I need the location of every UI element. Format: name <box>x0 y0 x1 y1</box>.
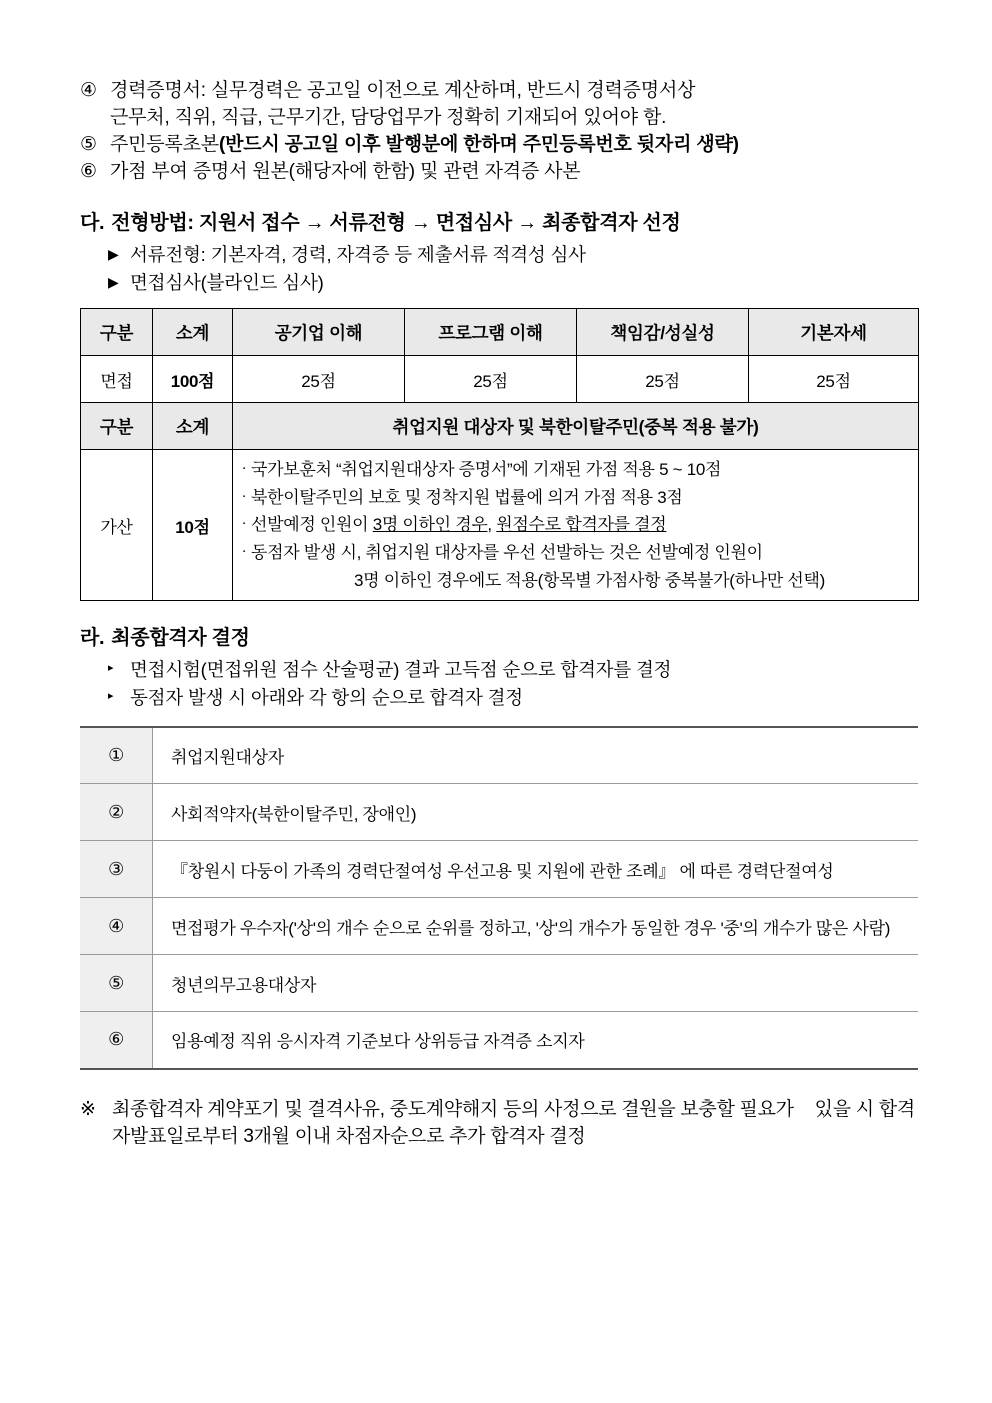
table-row <box>80 727 918 784</box>
required-doc-emphasis: (반드시 공고일 이후 발행분에 한하며 주민등록번호 뒷자리 생략) <box>218 133 739 155</box>
section-ra-bullet-2 <box>108 684 920 712</box>
tiebreak-text: 청년의무고용대상자 <box>153 955 919 1012</box>
bonus-item <box>237 539 914 567</box>
required-doc-item-6 <box>80 159 920 186</box>
document-content <box>80 78 920 1151</box>
tiebreak-text: 면접평가 우수자('상'의 개수 순으로 순위를 정하고, '상'의 개수가 동일한 경우 '중'의 개수가 많은 사람) <box>153 898 919 955</box>
footnote-body <box>112 1096 920 1151</box>
bullet-text: 서류전형: 기본자격, 경력, 자격증 등 제출서류 적격성 심사 <box>130 243 586 265</box>
table-header-cell: 책임감/성실성 <box>577 309 749 356</box>
bullet-text: 면접심사(블라인드 심사) <box>130 271 324 293</box>
table-cell: 25점 <box>577 356 749 403</box>
table-header-cell: 구분 <box>81 309 153 356</box>
table-cell: 가산 <box>81 450 153 601</box>
table-row-bonus <box>81 450 919 601</box>
bonus-item <box>237 511 914 539</box>
required-doc-item-5 <box>80 132 920 159</box>
dot-bullet-icon: · <box>241 459 247 477</box>
footnote <box>80 1096 920 1151</box>
tiebreak-rank: ④ <box>80 898 153 955</box>
section-label: 다. <box>80 211 105 234</box>
section-label: 라. <box>80 627 105 650</box>
table-cell: 100점 <box>153 356 233 403</box>
table-header-row-bonus <box>81 403 919 450</box>
bonus-item <box>237 484 914 512</box>
section-title: 전형방법: 지원서 접수 → 서류전형 → 면접심사 → 최종합격자 선정 <box>111 211 681 234</box>
bonus-detail-cell <box>233 450 919 601</box>
section-heading-da <box>80 206 920 235</box>
required-doc-text: 가점 부여 증명서 원본(해당자에 한함) 및 관련 자격증 사본 <box>110 160 581 182</box>
required-doc-item-4-cont <box>110 105 920 132</box>
table-cell: 25점 <box>405 356 577 403</box>
list-marker: ⑥ <box>80 160 97 182</box>
bonus-item-text: 북한이탈주민의 보호 및 정착지원 법률에 의거 가점 적용 3점 <box>251 487 683 507</box>
required-doc-prefix: 주민등록초본 <box>110 133 219 155</box>
table-cell: 면접 <box>81 356 153 403</box>
required-doc-text: 경력증명서: 실무경력은 공고일 이전으로 계산하며, 반드시 경력증명서상 <box>110 80 696 101</box>
tiebreak-table <box>80 726 918 1070</box>
section-title: 최종합격자 결정 <box>111 627 250 650</box>
triangle-bullet-icon: ▸ <box>108 662 114 675</box>
tiebreak-text: 사회적약자(북한이탈주민, 장애인) <box>153 784 919 841</box>
required-doc-text <box>110 132 920 159</box>
bonus-item-underline-2: 원점수로 합격자를 결정 <box>496 515 667 535</box>
required-doc-text-cont: 근무처, 직위, 직급, 근무기간, 담당업무가 정확히 기재되어 있어야 함. <box>110 106 667 128</box>
tiebreak-text: 취업지원대상자 <box>153 727 919 784</box>
triangle-bullet-icon: ▶ <box>108 245 119 262</box>
bonus-item <box>237 456 914 484</box>
bullet-text: 면접시험(면접위원 점수 산술평균) 결과 고득점 순으로 합격자를 결정 <box>130 659 672 681</box>
list-marker: ⑤ <box>80 133 97 155</box>
table-header-cell: 취업지원 대상자 및 북한이탈주민(중복 적용 불가) <box>233 403 919 450</box>
table-row <box>81 356 919 403</box>
tiebreak-rank: ① <box>80 727 153 784</box>
dot-bullet-icon: · <box>241 541 247 559</box>
bonus-item-text <box>251 511 666 539</box>
tiebreak-rank: ⑥ <box>80 1012 153 1069</box>
table-header-cell: 소계 <box>153 403 233 450</box>
required-doc-item-4 <box>80 78 920 105</box>
table-header-cell: 공기업 이해 <box>233 309 405 356</box>
section-ra-bullet-1 <box>108 656 920 684</box>
table-row <box>80 841 918 898</box>
section-da-bullet-1 <box>108 241 920 269</box>
table-header-row <box>81 309 919 356</box>
table-header-cell: 기본자세 <box>749 309 919 356</box>
interview-score-table <box>80 308 919 601</box>
tiebreak-text: 『창원시 다둥이 가족의 경력단절여성 우선고용 및 지원에 관한 조례』 에 따른 경력단절여성 <box>153 841 919 898</box>
list-marker: ④ <box>80 80 97 101</box>
bonus-item-text-plain: 선발예정 인원이 <box>251 515 373 535</box>
tiebreak-rank: ② <box>80 784 153 841</box>
triangle-bullet-icon: ▸ <box>108 689 114 702</box>
table-row <box>80 1012 918 1069</box>
table-row <box>80 784 918 841</box>
section-heading-ra <box>80 621 920 650</box>
tiebreak-rank: ⑤ <box>80 955 153 1012</box>
table-header-cell: 소계 <box>153 309 233 356</box>
bonus-item-text: 국가보훈처 “취업지원대상자 증명서”에 기재된 가점 적용 5 ~ 10점 <box>251 460 722 480</box>
table-header-cell: 프로그램 이해 <box>405 309 577 356</box>
table-row <box>80 898 918 955</box>
footnote-marker: ※ <box>80 1098 96 1120</box>
tiebreak-rank: ③ <box>80 841 153 898</box>
footnote-line-2: 있을 시 합격자발표일로부터 3개월 이내 차점자순으로 추가 합격자 결정 <box>112 1098 915 1148</box>
triangle-bullet-icon: ▶ <box>108 273 119 290</box>
dot-bullet-icon: · <box>241 514 247 532</box>
section-da-bullet-2 <box>108 269 920 297</box>
table-cell: 10점 <box>153 450 233 601</box>
bonus-item-continuation: 3명 이하인 경우에도 적용(항목별 가점사항 중복불가(하나만 선택) <box>354 570 825 590</box>
table-row <box>80 955 918 1012</box>
table-header-cell: 구분 <box>81 403 153 450</box>
tiebreak-text: 임용예정 직위 응시자격 기준보다 상위등급 자격증 소지자 <box>153 1012 919 1069</box>
bonus-item-underline-1: 3명 이하인 경우, <box>372 515 492 535</box>
bonus-item-text: 동점자 발생 시, 취업지원 대상자를 우선 선발하는 것은 선발예정 인원이 <box>251 542 763 562</box>
dot-bullet-icon: · <box>241 486 247 504</box>
bullet-text: 동점자 발생 시 아래와 각 항의 순으로 합격자 결정 <box>130 686 523 708</box>
table-cell: 25점 <box>233 356 405 403</box>
footnote-line-1: 최종합격자 계약포기 및 결격사유, 중도계약해지 등의 사정으로 결원을 보충할 필요가 <box>112 1098 794 1120</box>
table-cell: 25점 <box>749 356 919 403</box>
